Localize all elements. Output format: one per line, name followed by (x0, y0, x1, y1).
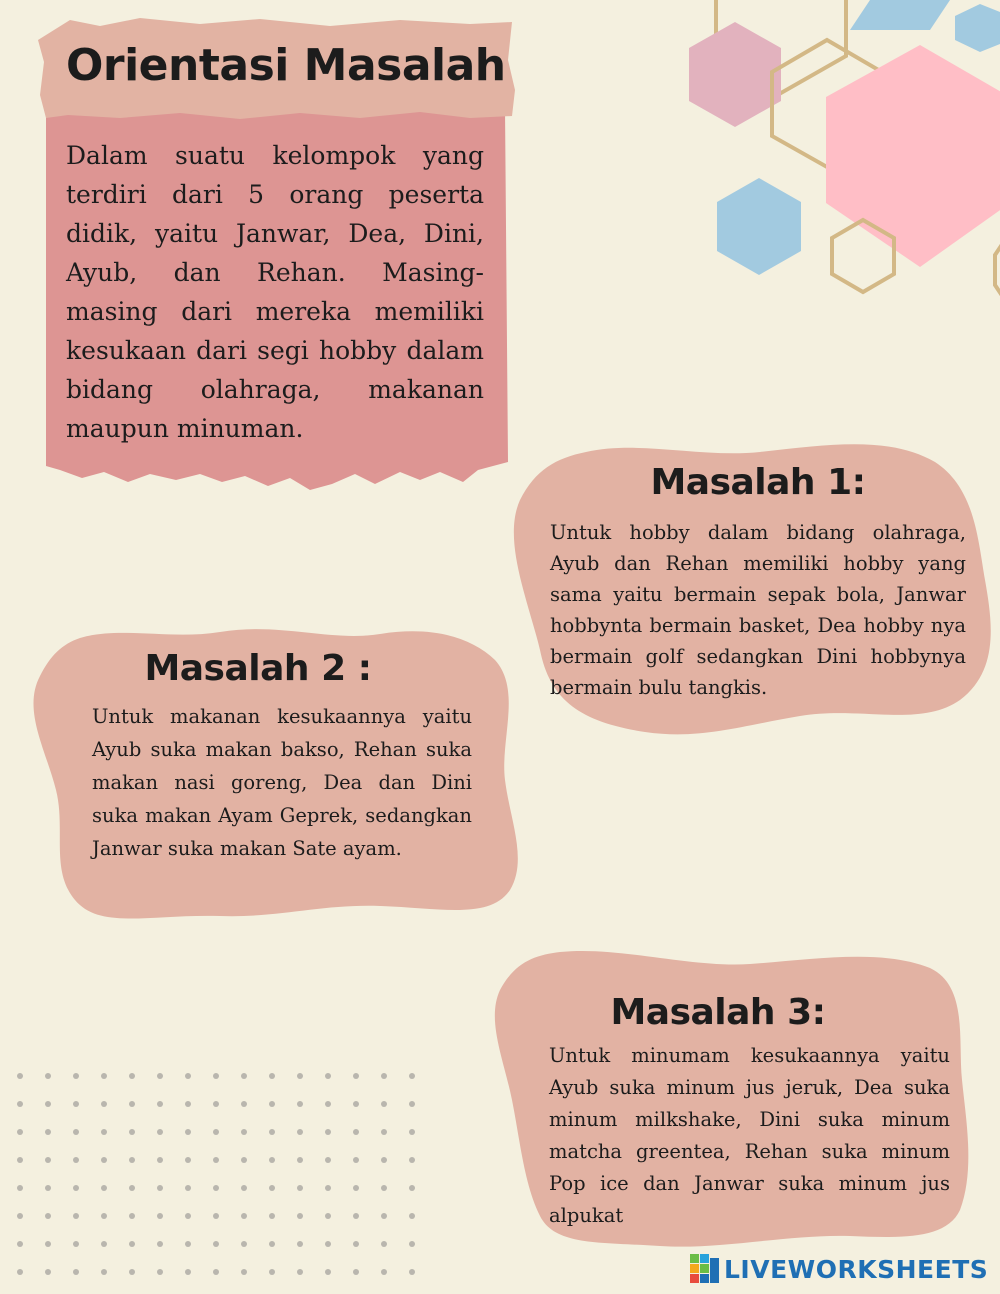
decor-dot (157, 1073, 163, 1079)
decor-dot (101, 1157, 107, 1163)
decor-dot (185, 1269, 191, 1275)
decor-dot (185, 1241, 191, 1247)
masalah-1-text: Untuk hobby dalam bidang olahraga, Ayub dan Rehan memiliki hobby yang sama yaitu bermain sepak bola, Janwar hobbynta bermain basket, Dea hobby nya bermain golf sedangkan Dini hobbynya bermain bulu tangkis. (550, 521, 966, 699)
decor-dot (17, 1269, 23, 1275)
decor-dot (129, 1241, 135, 1247)
decor-dot (45, 1213, 51, 1219)
decor-dot (213, 1073, 219, 1079)
decor-dot (185, 1101, 191, 1107)
masalah-2-text: Untuk makanan kesukaannya yaitu Ayub suka makan bakso, Rehan suka makan nasi goreng, Dea dan Dini suka makan Ayam Geprek, sedangkan Janwar suka makan Sate ayam. (92, 705, 472, 860)
decor-dot (157, 1269, 163, 1275)
decor-dot (269, 1185, 275, 1191)
decor-dot (185, 1129, 191, 1135)
decor-dot (269, 1269, 275, 1275)
decor-dot (213, 1269, 219, 1275)
decor-dot (353, 1073, 359, 1079)
decor-dot (409, 1185, 415, 1191)
decor-dot (381, 1073, 387, 1079)
decor-dot (45, 1185, 51, 1191)
decor-dot (297, 1157, 303, 1163)
decor-dot (325, 1185, 331, 1191)
decor-dot (297, 1269, 303, 1275)
decor-dot (213, 1129, 219, 1135)
dot-grid-decoration (17, 1073, 415, 1275)
decor-dot (297, 1241, 303, 1247)
decor-dot (17, 1129, 23, 1135)
liveworksheets-logo[interactable] (690, 1253, 988, 1285)
decor-dot (45, 1241, 51, 1247)
hexagon-decoration (689, 0, 1000, 300)
decor-dot (269, 1213, 275, 1219)
masalah-1-title: Masalah 1: (650, 462, 866, 503)
decor-dot (73, 1269, 79, 1275)
decor-dot (353, 1129, 359, 1135)
decor-dot (409, 1073, 415, 1079)
page-title: Orientasi Masalah (66, 40, 506, 91)
decor-dot (269, 1101, 275, 1107)
decor-dot (269, 1241, 275, 1247)
decor-dot (213, 1101, 219, 1107)
decor-dot (353, 1241, 359, 1247)
decor-dot (101, 1129, 107, 1135)
decor-dot (213, 1241, 219, 1247)
decor-dot (129, 1073, 135, 1079)
decor-dot (157, 1157, 163, 1163)
decor-dot (241, 1101, 247, 1107)
decor-dot (213, 1157, 219, 1163)
decor-dot (241, 1073, 247, 1079)
decor-dot (101, 1073, 107, 1079)
decor-dot (101, 1241, 107, 1247)
decor-dot (381, 1157, 387, 1163)
decor-dot (129, 1213, 135, 1219)
decor-dot (73, 1073, 79, 1079)
decor-dot (409, 1269, 415, 1275)
decor-dot (73, 1241, 79, 1247)
decor-dot (381, 1129, 387, 1135)
decor-dot (353, 1269, 359, 1275)
decor-dot (45, 1073, 51, 1079)
decor-dot (157, 1101, 163, 1107)
decor-dot (381, 1101, 387, 1107)
decor-dot (325, 1157, 331, 1163)
decor-dot (73, 1185, 79, 1191)
decor-dot (185, 1185, 191, 1191)
decor-dot (213, 1213, 219, 1219)
decor-dot (353, 1213, 359, 1219)
decor-dot (381, 1269, 387, 1275)
decor-dot (353, 1101, 359, 1107)
decor-dot (45, 1101, 51, 1107)
decor-dot (185, 1073, 191, 1079)
decor-dot (241, 1129, 247, 1135)
decor-dot (45, 1129, 51, 1135)
masalah-3-title: Masalah 3: (610, 992, 826, 1033)
decor-dot (325, 1073, 331, 1079)
decor-dot (157, 1185, 163, 1191)
decor-dot (325, 1101, 331, 1107)
decor-dot (17, 1101, 23, 1107)
decor-dot (157, 1213, 163, 1219)
decor-dot (409, 1157, 415, 1163)
decor-dot (17, 1213, 23, 1219)
decor-dot (241, 1269, 247, 1275)
decor-dot (17, 1241, 23, 1247)
decor-dot (129, 1269, 135, 1275)
decor-dot (129, 1185, 135, 1191)
decor-dot (381, 1241, 387, 1247)
decor-dot (381, 1185, 387, 1191)
liveworksheets-logo-text: LIVEWORKSHEETS (724, 1254, 989, 1284)
decor-dot (409, 1129, 415, 1135)
decor-dot (409, 1213, 415, 1219)
decor-dot (157, 1241, 163, 1247)
decor-dot (129, 1101, 135, 1107)
intro-paragraph: Dalam suatu kelompok yang terdiri dari 5 orang peserta didik, yaitu Janwar, Dea, Dini, Ayub, dan Rehan. Masing-masing dari mereka memiliki kesukaan dari segi hobby dalam bidang olahraga, makanan maupun minuman. (66, 141, 484, 443)
decor-dot (157, 1129, 163, 1135)
decor-dot (297, 1213, 303, 1219)
decor-dot (17, 1073, 23, 1079)
decor-dot (297, 1101, 303, 1107)
decor-dot (353, 1185, 359, 1191)
masalah-3-text: Untuk minumam kesukaannya yaitu Ayub suka minum jus jeruk, Dea suka minum milkshake, Dini suka minum matcha greentea, Rehan suka minum Pop ice dan Janwar suka minum jus alpukat (549, 1044, 950, 1227)
decor-dot (241, 1185, 247, 1191)
decor-dot (73, 1101, 79, 1107)
decor-dot (45, 1269, 51, 1275)
decor-dot (325, 1269, 331, 1275)
decor-dot (213, 1185, 219, 1191)
decor-dot (73, 1157, 79, 1163)
decor-dot (45, 1157, 51, 1163)
decor-dot (325, 1213, 331, 1219)
decor-dot (185, 1157, 191, 1163)
decor-dot (325, 1241, 331, 1247)
liveworksheets-logo-icon (690, 1254, 720, 1284)
decor-dot (101, 1185, 107, 1191)
decor-dot (129, 1129, 135, 1135)
decor-dot (241, 1241, 247, 1247)
decor-dot (101, 1269, 107, 1275)
decor-dot (269, 1157, 275, 1163)
decor-dot (129, 1157, 135, 1163)
decor-dot (17, 1157, 23, 1163)
decor-dot (381, 1213, 387, 1219)
decor-dot (73, 1213, 79, 1219)
decor-dot (17, 1185, 23, 1191)
decor-dot (409, 1241, 415, 1247)
decor-dot (269, 1129, 275, 1135)
decor-dot (185, 1213, 191, 1219)
decor-dot (73, 1129, 79, 1135)
decor-dot (297, 1073, 303, 1079)
masalah-2-title: Masalah 2 : (144, 648, 372, 689)
decor-dot (241, 1213, 247, 1219)
decor-dot (409, 1101, 415, 1107)
decor-dot (101, 1101, 107, 1107)
decor-dot (353, 1157, 359, 1163)
decor-dot (325, 1129, 331, 1135)
decor-dot (269, 1073, 275, 1079)
decor-dot (241, 1157, 247, 1163)
decor-dot (297, 1129, 303, 1135)
decor-dot (297, 1185, 303, 1191)
decor-dot (101, 1213, 107, 1219)
